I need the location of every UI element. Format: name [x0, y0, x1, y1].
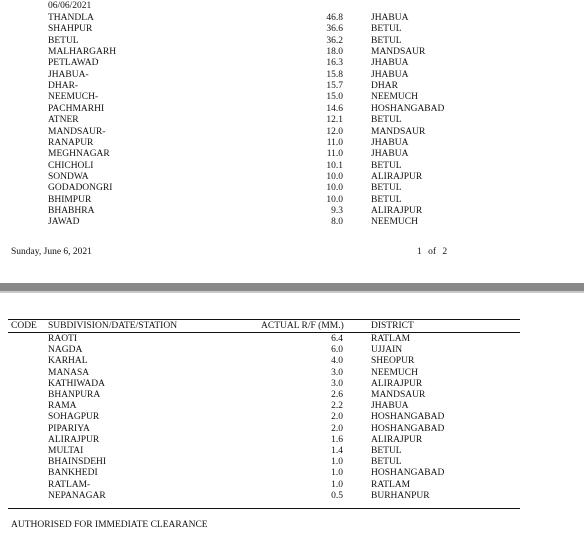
- rainfall-value: 10.0: [326, 171, 343, 182]
- station-name: PACHMARHI: [48, 103, 105, 114]
- station-name: BHANPURA: [48, 390, 101, 400]
- station-name: GODADONGRI: [48, 183, 113, 194]
- table-bottom-rule: [8, 508, 520, 509]
- district-name: BETUL: [371, 183, 402, 194]
- station-name: SOHAGPUR: [48, 412, 100, 423]
- district-name: ALIRAJPUR: [371, 434, 423, 445]
- station-name: NEEMUCH-: [48, 92, 99, 103]
- district-name: JHABUA: [371, 58, 409, 69]
- rainfall-value: 15.8: [326, 69, 343, 80]
- rainfall-value: 1.4: [331, 446, 343, 456]
- rainfall-value: 4.0: [331, 356, 343, 367]
- station-name: ATNER: [48, 115, 79, 126]
- rainfall-value: 46.8: [326, 13, 343, 23]
- station-name: KATHIWADA: [48, 378, 105, 389]
- station-name: RAOTI: [48, 334, 78, 344]
- rainfall-value: 10.1: [326, 160, 343, 171]
- district-name: BETUL: [371, 24, 402, 35]
- rainfall-value: 14.6: [326, 103, 343, 114]
- district-name: JHABUA: [371, 137, 409, 148]
- district-name: RATLAM: [371, 334, 411, 344]
- station-name: CHICHOLI: [48, 160, 94, 171]
- district-name: NEEMUCH: [371, 92, 418, 103]
- station-name: KARHAL: [48, 356, 88, 367]
- rainfall-value: 6.0: [331, 345, 343, 356]
- rainfall-value: 9.3: [331, 205, 343, 216]
- rainfall-value: 10.0: [326, 183, 343, 194]
- district-name: NEEMUCH: [371, 217, 418, 228]
- col-header-actual-rf: ACTUAL R/F (MM.): [261, 321, 344, 331]
- rainfall-value: 11.0: [326, 137, 343, 148]
- rainfall-value: 16.3: [326, 58, 343, 69]
- station-name: JHABUA-: [48, 69, 89, 80]
- table-header: [0, 321, 584, 332]
- rainfall-value: 12.1: [326, 115, 343, 126]
- station-name: MALHARGARH: [48, 47, 117, 58]
- district-name: UJJAIN: [371, 345, 403, 356]
- district-name: BETUL: [371, 115, 402, 126]
- col-header-district: DISTRICT: [371, 321, 414, 331]
- station-name: MEGHNAGAR: [48, 149, 110, 160]
- district-name: BETUL: [371, 457, 402, 468]
- district-name: ALIRAJPUR: [371, 378, 423, 389]
- page-number: 1 of 2: [417, 247, 448, 257]
- district-name: NEEMUCH: [371, 367, 418, 378]
- station-name: SHAHPUR: [48, 24, 93, 35]
- station-name: JAWAD: [48, 217, 80, 228]
- rainfall-value: 1.0: [331, 468, 343, 479]
- district-name: RATLAM: [371, 479, 411, 490]
- rainfall-value: 8.0: [331, 217, 343, 228]
- col-header-code: CODE: [11, 321, 37, 331]
- district-name: HOSHANGABAD: [371, 423, 445, 434]
- station-name: NAGDA: [48, 345, 83, 356]
- station-name: PIPARIYA: [48, 423, 90, 434]
- district-name: HOSHANGABAD: [371, 412, 445, 423]
- page-separator: [0, 283, 584, 291]
- station-name: DHAR-: [48, 81, 79, 92]
- district-name: ALIRAJPUR: [371, 171, 423, 182]
- district-name: JHABUA: [371, 149, 409, 160]
- rainfall-value: 2.2: [331, 401, 343, 412]
- district-name: BURHANPUR: [371, 490, 430, 501]
- rainfall-value: 0.5: [331, 490, 343, 501]
- rainfall-value: 15.7: [326, 81, 343, 92]
- district-name: JHABUA: [371, 13, 409, 23]
- rainfall-value: 1.6: [331, 434, 343, 445]
- district-name: BETUL: [371, 35, 402, 46]
- district-name: DHAR: [371, 81, 398, 92]
- station-name: MULTAI: [48, 446, 84, 456]
- rainfall-value: 3.0: [331, 378, 343, 389]
- rainfall-value: 1.0: [331, 457, 343, 468]
- rainfall-value: 15.0: [326, 92, 343, 103]
- page-separator-shadow: [0, 291, 584, 293]
- station-name: MANDSAUR-: [48, 126, 106, 137]
- station-name: RATLAM-: [48, 479, 91, 490]
- station-name: MANASA: [48, 367, 90, 378]
- station-name: BHIMPUR: [48, 194, 92, 205]
- rainfall-value: 2.6: [331, 390, 343, 400]
- station-name: BETUL: [48, 35, 79, 46]
- rainfall-value: 3.0: [331, 367, 343, 378]
- station-name: RAMA: [48, 401, 77, 412]
- table-header-rule-top: [8, 319, 520, 320]
- footer-date: Sunday, June 6, 2021: [11, 247, 92, 257]
- district-name: MANDSAUR: [371, 47, 426, 58]
- clearance-note: AUTHORISED FOR IMMEDIATE CLEARANCE: [11, 520, 208, 530]
- table-header-rule-bottom: [8, 332, 520, 333]
- rainfall-value: 11.0: [326, 149, 343, 160]
- district-name: JHABUA: [371, 401, 409, 412]
- rainfall-value: 36.6: [326, 24, 343, 35]
- district-name: BETUL: [371, 194, 402, 205]
- station-name: NEPANAGAR: [48, 490, 106, 501]
- rainfall-value: 2.0: [331, 412, 343, 423]
- rainfall-value: 10.0: [326, 194, 343, 205]
- rainfall-value: 6.4: [331, 334, 343, 344]
- district-name: BETUL: [371, 160, 402, 171]
- col-header-subdivision: SUBDIVISION/DATE/STATION: [48, 321, 178, 331]
- district-name: BETUL: [371, 446, 402, 456]
- district-name: SHEOPUR: [371, 356, 415, 367]
- station-name: ALIRAJPUR: [48, 434, 100, 445]
- station-name: BHABHRA: [48, 205, 95, 216]
- rainfall-value: 36.2: [326, 35, 343, 46]
- district-name: HOSHANGABAD: [371, 468, 445, 479]
- district-name: HOSHANGABAD: [371, 103, 445, 114]
- report-date: 06/06/2021: [48, 1, 92, 11]
- rainfall-value: 18.0: [326, 47, 343, 58]
- district-name: ALIRAJPUR: [371, 205, 423, 216]
- rainfall-value: 1.0: [331, 479, 343, 490]
- station-name: PETLAWAD: [48, 58, 99, 69]
- rainfall-value: 12.0: [326, 126, 343, 137]
- station-name: THANDLA: [48, 13, 94, 23]
- rainfall-value: 2.0: [331, 423, 343, 434]
- station-name: BANKHEDI: [48, 468, 98, 479]
- station-name: RANAPUR: [48, 137, 94, 148]
- district-name: JHABUA: [371, 69, 409, 80]
- station-name: BHAINSDEHI: [48, 457, 107, 468]
- district-name: MANDSAUR: [371, 126, 426, 137]
- station-name: SONDWA: [48, 171, 89, 182]
- district-name: MANDSAUR: [371, 390, 426, 400]
